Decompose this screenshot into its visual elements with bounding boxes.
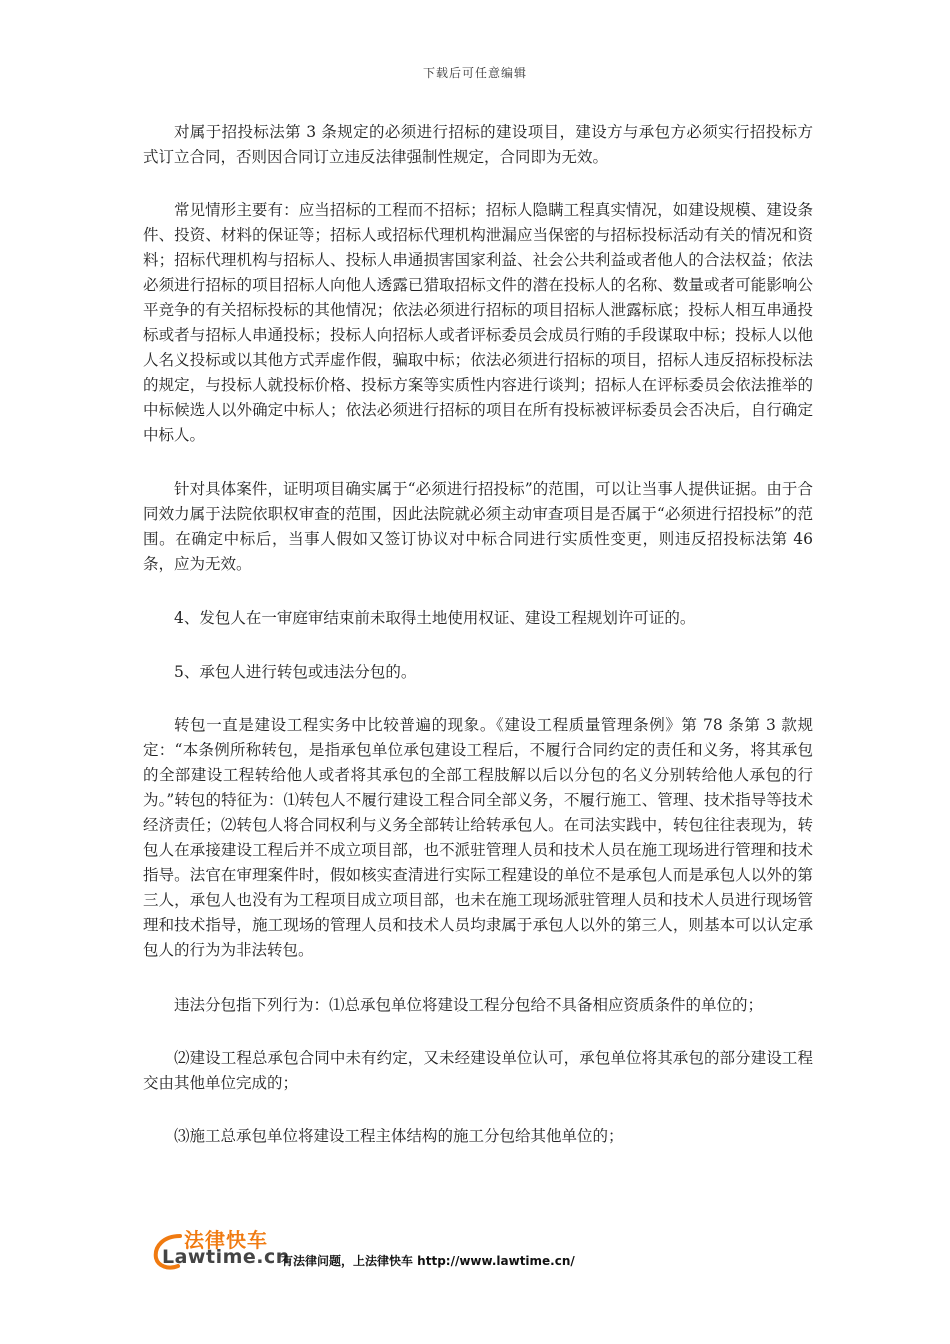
paragraph-1: 对属于招投标法第 3 条规定的必须进行招标的建设项目，建设方与承包方必须实行招投标方式订立合同，否则因合同订立违反法律强制性规定，合同即为无效。 — [143, 123, 813, 166]
paragraph-2: 常见情形主要有：应当招标的工程而不招标；招标人隐瞒工程真实情况，如建设规模、建设条件、投资、材料的保证等；招标人或招标代理机构泄漏应当保密的与招标投标活动有关的情况和资料；招标代理机构与招标人、投标人串通损害国家利益、社会公共利益或者他人的合法权益；依法必须进行招标的项目招标人向他人透露已猎取招标文件的潜在投标人的名称、数量或者可能影响公平竞争的有关招标投标的其他情况；依法必须进行招标的项目招标人泄露标底；投标人相互串通投标或者与招标人串通投标；投标人向招标人或者评标委员会成员行贿的手段谋取中标；投标人以他人名义投标或以其他方式弄虚作假，骗取中标；依法必须进行招标的项目，招标人违反招标投标法的规定，与投标人就投标价格、投标方案等实质性内容进行谈判；招标人在评标委员会依法推举的中标候选人以外确定中标人；依法必须进行招标的项目在所有投标被评标委员会否决后，自行确定中标人。 — [143, 201, 813, 444]
paragraph-5: 5、承包人进行转包或违法分包的。 — [174, 663, 417, 681]
paragraph-8: ⑵建设工程总承包合同中未有约定，又未经建设单位认可，承包单位将其承包的部分建设工程交由其他单位完成的； — [143, 1049, 813, 1092]
page-header-note: 下载后可任意编辑 — [422, 66, 527, 80]
logo-english-text: Lawtime.cn — [162, 1246, 290, 1268]
lawtime-logo — [150, 1224, 290, 1272]
paragraph-6: 转包一直是建设工程实务中比较普遍的现象。《建设工程质量管理条例》第 78 条第 3 款规定：“本条例所称转包，是指承包单位承包建设工程后，不履行合同约定的责任和义务，将其承包的全部建设工程转给他人或者将其承包的全部工程肢解以后以分包的名义分别转给他人承包的行为。”转包的特征为：⑴转包人不履行建设工程合同全部义务，不履行施工、管理、技术指导等技术经济责任；⑵转包人将合同权利与义务全部转让给转承包人。在司法实践中，转包往往表现为，转包人在承接建设工程后并不成立项目部，也不派驻管理人员和技术人员在施工现场进行管理和技术指导。法官在审理案件时，假如核实查清进行实际工程建设的单位不是承包人而是承包人以外的第三人，承包人也没有为工程项目成立项目部，也未在施工现场派驻管理人员和技术人员进行现场管理和技术指导，施工现场的管理人员和技术人员均隶属于承包人以外的第三人，则基本可以认定承包人的行为为非法转包。 — [143, 716, 813, 959]
document-body — [143, 120, 813, 1149]
paragraph-7: 违法分包指下列行为：⑴总承包单位将建设工程分包给不具备相应资质条件的单位的； — [174, 996, 764, 1014]
logo-chinese-text: 法律快车 — [184, 1228, 268, 1252]
page-footer — [150, 1224, 810, 1274]
footer-tagline: 有法律问题，上法律快车 http://www.lawtime.cn/ — [281, 1254, 575, 1268]
paragraph-4: 4、发包人在一审庭审结束前未取得土地使用权证、建设工程规划许可证的。 — [174, 609, 696, 627]
paragraph-3: 针对具体案件，证明项目确实属于“必须进行招投标”的范围，可以让当事人提供证据。由于合同效力属于法院依职权审查的范围，因此法院就必须主动审查项目是否属于“必须进行招投标”的范围。在确定中标后，当事人假如又签订协议对中标合同进行实质性变更，则违反招投标法第 46 条，应为无效。 — [143, 480, 813, 573]
paragraph-9: ⑶施工总承包单位将建设工程主体结构的施工分包给其他单位的； — [174, 1127, 624, 1145]
